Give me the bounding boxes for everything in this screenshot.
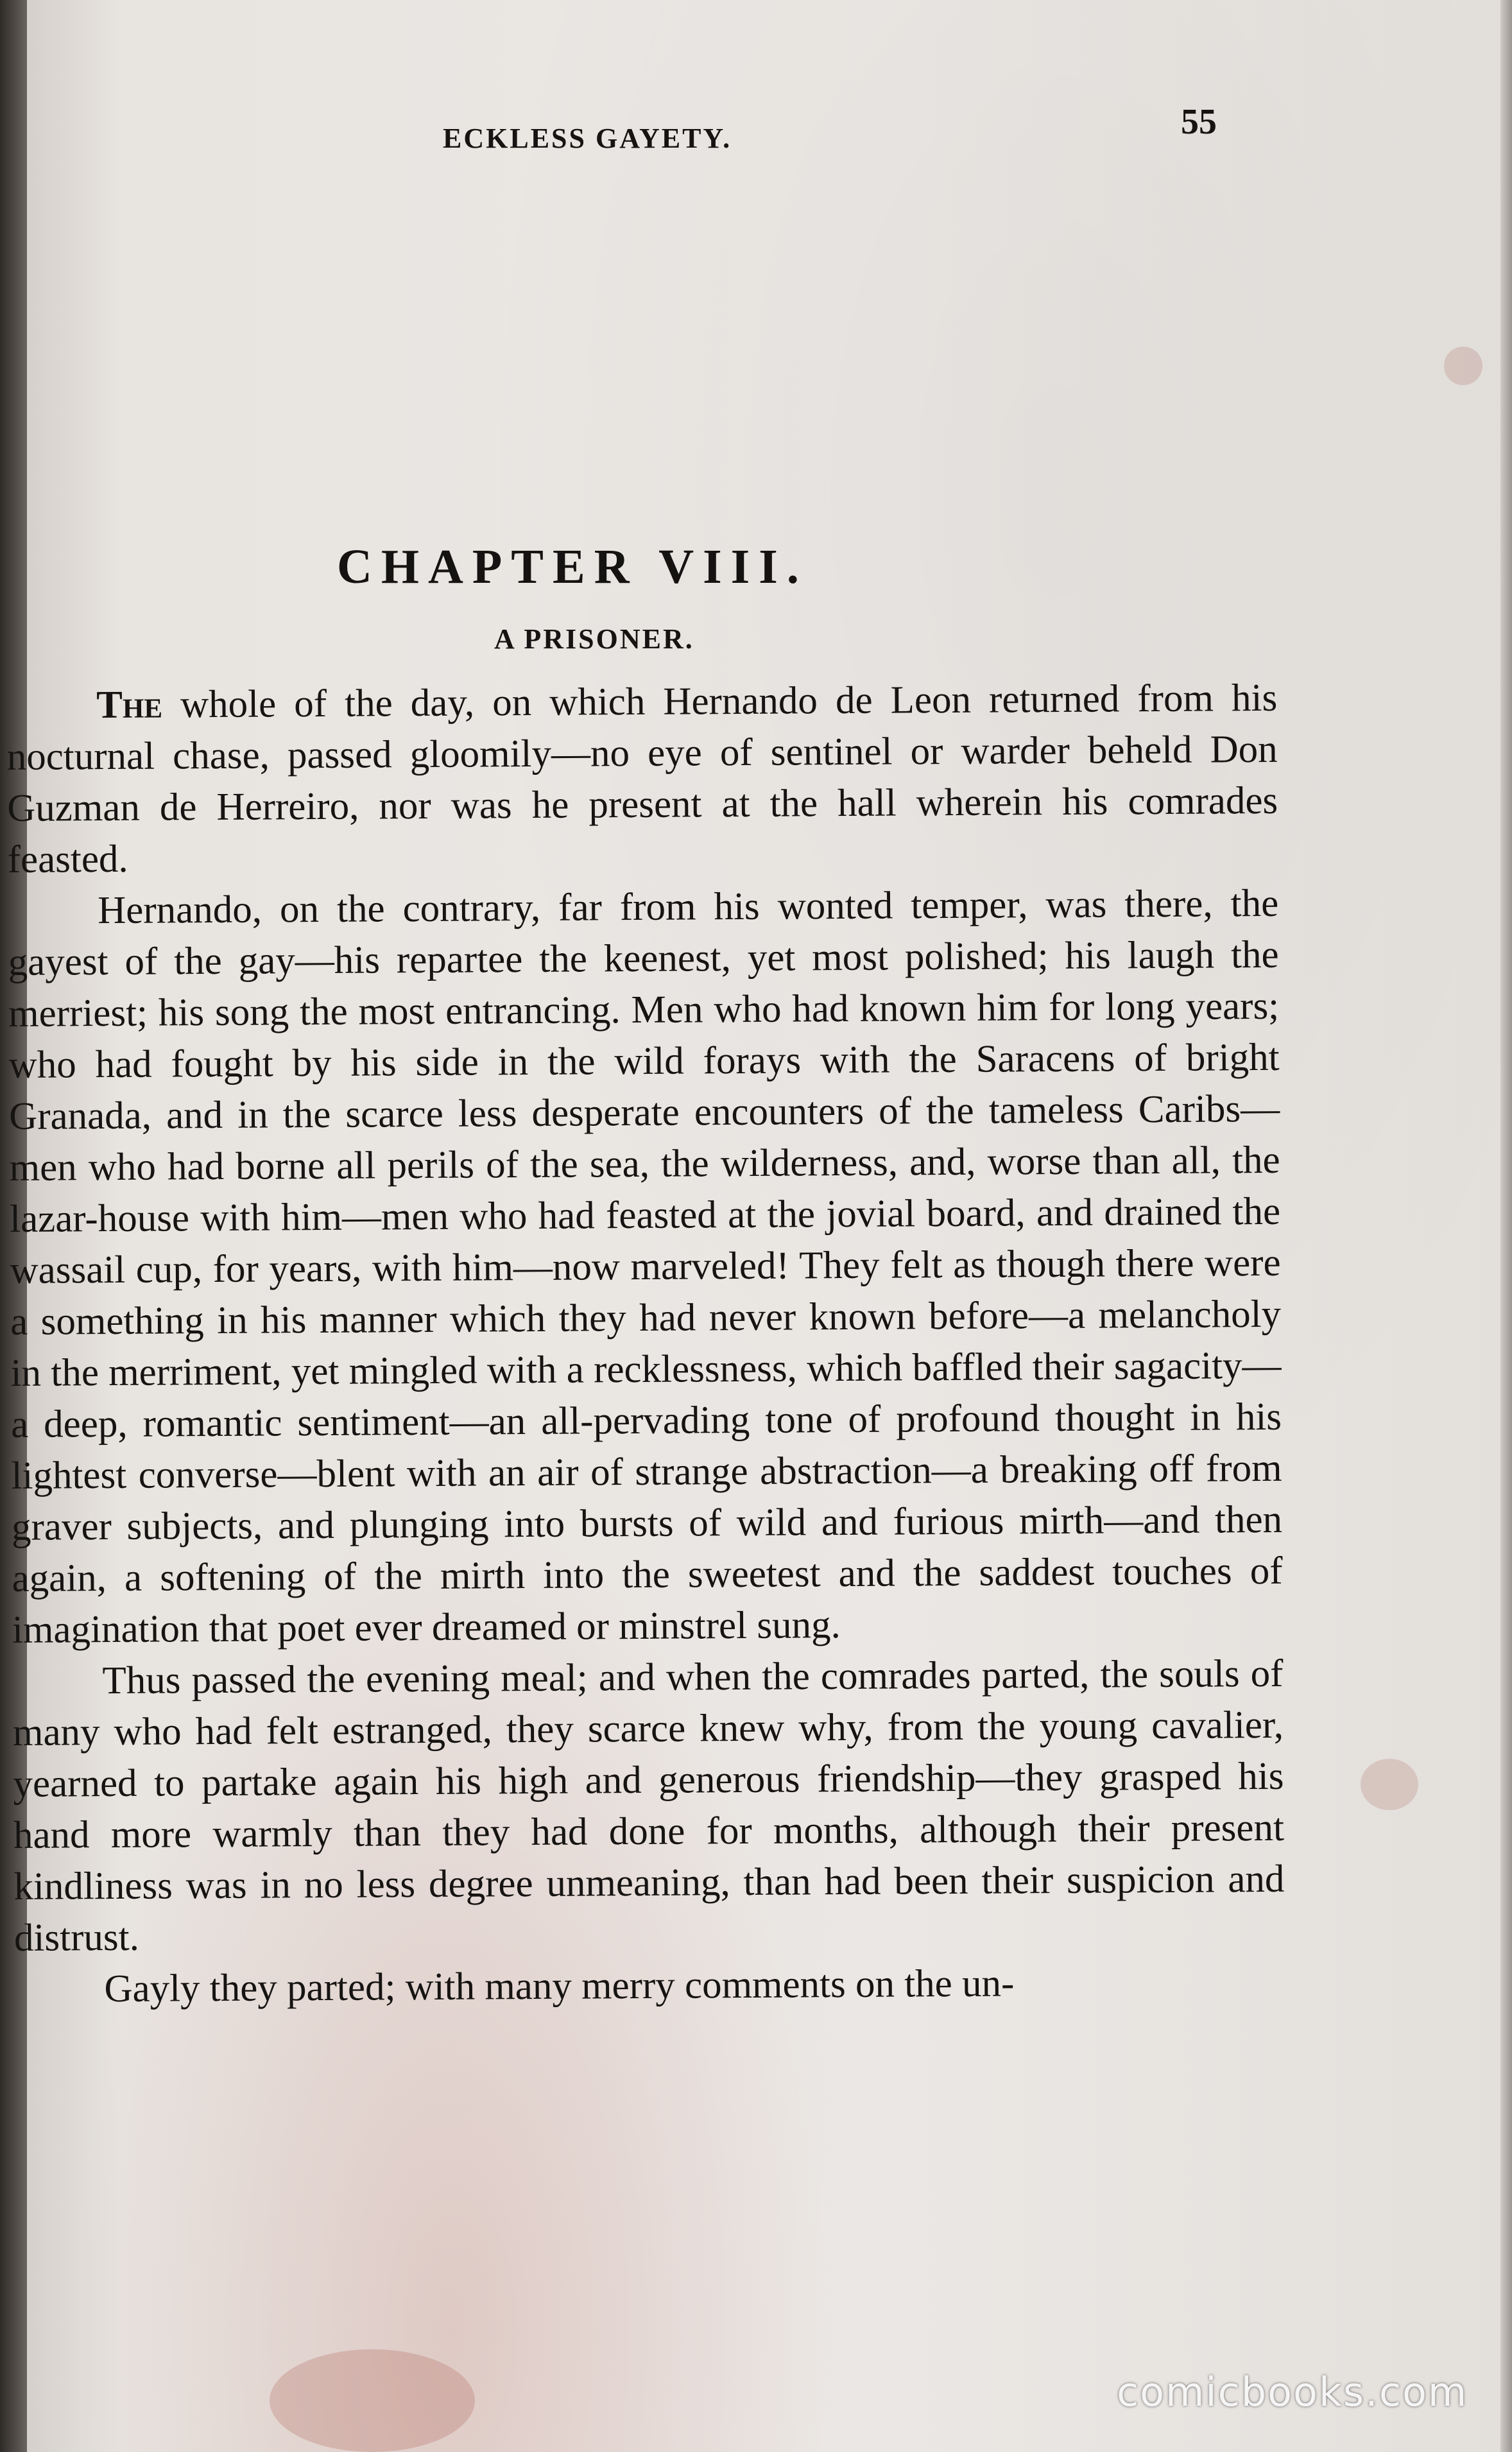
stain-top-right — [1444, 347, 1482, 385]
paragraph-text: whole of the day, on which Hernando de Leon returned from his nocturnal chase, passed gloomily—no eye of sentinel or warder beheld Don Guzman de Herreiro, nor was he present at the hall wherein his comrades feasted. — [6, 676, 1278, 881]
watermark: comicbooks.com — [1117, 2369, 1468, 2415]
paragraph — [6, 673, 1278, 886]
page-number: 55 — [1181, 102, 1217, 142]
stain-bottom-left — [270, 2349, 475, 2452]
paragraph: Hernando, on the contrary, far from his wonted temper, was there, the gayest of the gay—his repartee the keenest, yet most polished; his laugh the merriest; his song the most entrancing. Men who had known him for long years; who had fought by his side in the wild forays with the Saracens of bright Granada, and in the scarce less desperate encounters of the tameless Caribs—men who had borne all perils of the sea, the wilderness, and, worse than all, the lazar-house with him—men who had feasted at the jovial board, and drained the wassail cup, for years, with him—now marveled! They felt as though there were a something in his manner which they had never known before—a melancholy in the merriment, yet mingled with a recklessness, which baffled their sagacity—a deep, romantic sentiment—an all-pervading tone of profound thought in his lightest converse—blent with an air of strange abstraction—a breaking off from graver subjects, and plunging into bursts of wild and furious mirth—and then again, a softening of the mirth into the sweetest and the saddest touches of imagination that poet ever dreamed or minstrel sung. — [8, 881, 1283, 1652]
stain-right — [1361, 1759, 1418, 1810]
paragraph: Gayly they parted; with many merry comments on the un- — [104, 1962, 1015, 2011]
paragraph-lead-word: The — [96, 683, 163, 727]
chapter-subtitle: A PRISONER. — [494, 623, 694, 655]
body-text — [6, 673, 1285, 2016]
page-edge — [1500, 0, 1512, 2452]
chapter-title: CHAPTER VIII. — [337, 540, 808, 594]
paragraph: Thus passed the evening meal; and when the comrades parted, the souls of many who had felt estranged, they scarce knew why, from the young cavalier, yearned to partake again his high and generous friendship—they grasped his hand more warmly than they had done for months, although their present kindliness was in no less degree unmeaning, than had been their suspicion and distrust. — [12, 1652, 1285, 1960]
running-head: ECKLESS GAYETY. — [443, 123, 732, 154]
